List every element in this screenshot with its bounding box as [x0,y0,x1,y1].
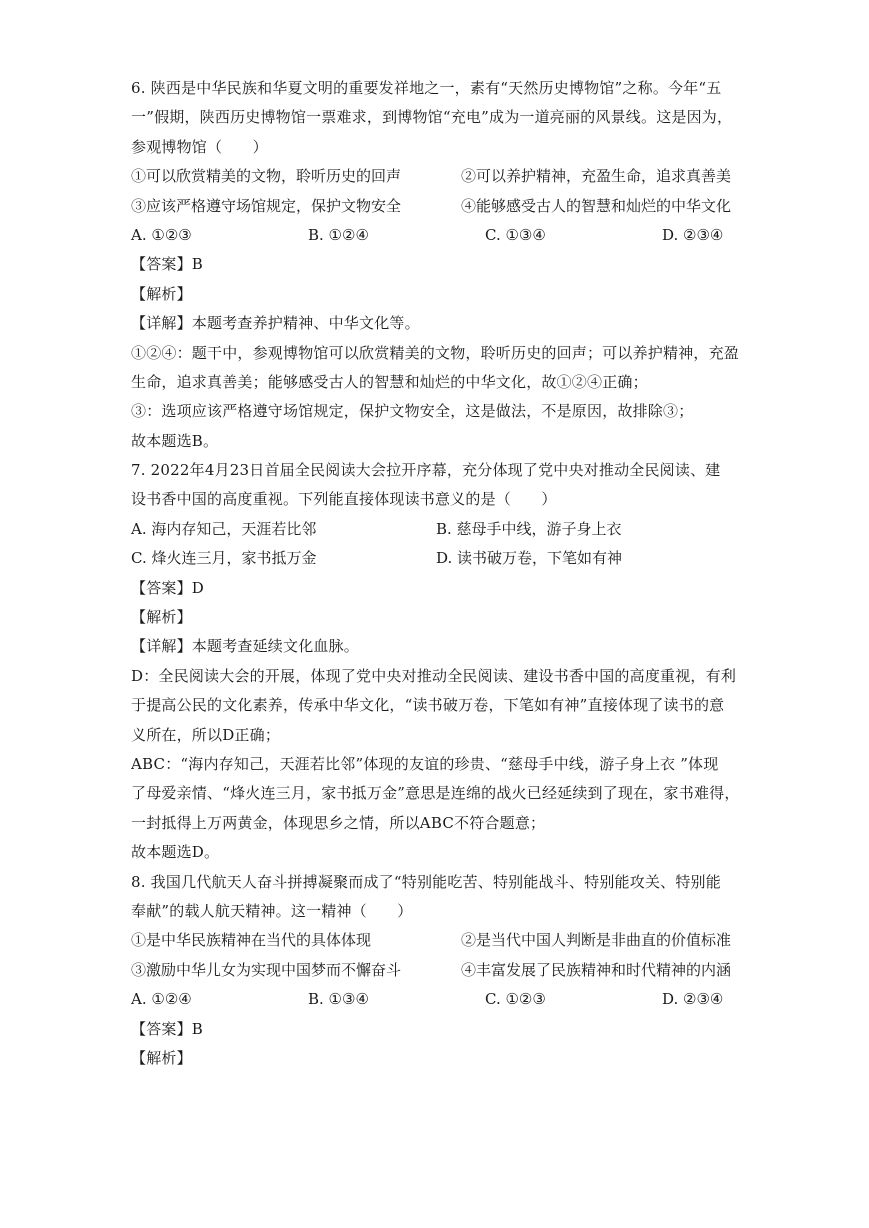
detail-line: 故本题选B。 [131,431,219,450]
option-a: A. ①②④ [131,990,192,1009]
question-stem-line: 6. 陕西是中华民族和华夏文明的重要发祥地之一，素有“天然历史博物馆”之称。今年“五 [131,79,722,97]
statement-row [131,192,741,221]
options-row [131,985,741,1014]
option-c: C. ①③④ [485,225,546,244]
question-stem-line: 奉献”的载人航天精神。这一精神（ ） [131,901,413,920]
option-a: A. 海内存知己，天涯若比邻 [131,519,317,538]
detail-line: 【详解】本题考查养护精神、中华文化等。 [131,314,420,333]
option-b: B. ①②④ [308,225,369,244]
question-stem-line: 一”假期，陕西历史博物馆一票难求，到博物馆“充电”成为一道亮丽的风景线。这是因为， [131,108,733,127]
detail-line: 生命，追求真善美；能够感受古人的智慧和灿烂的中华文化，故①②④正确； [131,372,648,391]
statement-2: ②可以养护精神，充盈生命，追求真善美 [461,167,732,186]
detail-line: D：全民阅读大会的开展，体现了党中央对推动全民阅读、建设书香中国的高度重视，有利 [131,666,737,685]
statement-4: ④能够感受古人的智慧和灿烂的中华文化 [461,196,732,215]
options-row [131,221,741,250]
question-8 [131,868,741,1074]
detail-line: ①②④：题干中，参观博物馆可以欣赏精美的文物，聆听历史的回声；可以养护精神，充盈 [131,343,740,362]
question-7 [131,456,741,867]
analysis-heading: 【解析】 [131,284,192,303]
question-stem-line: 参观博物馆（ ） [131,137,268,156]
options-row [131,515,741,544]
statement-row [131,956,741,985]
statement-row [131,162,741,191]
detail-line: 了母爱亲情、“烽火连三月，家书抵万金”意思是连绵的战火已经延续到了现在，家书难得， [131,784,740,803]
options-row [131,544,741,573]
option-d: D. ②③④ [662,225,724,244]
detail-line: 义所在，所以D正确； [131,725,281,744]
question-stem-line: 7. 2022年4月23日首届全民阅读大会拉开序幕，充分体现了党中央对推动全民阅读、建 [131,461,721,480]
answer-line: 【答案】B [131,1019,204,1038]
option-d: D. ②③④ [662,990,724,1009]
detail-line: 【详解】本题考查延续文化血脉。 [131,637,360,656]
detail-line: 一封抵得上万两黄金，体现思乡之情，所以ABC不符合题意； [131,813,546,832]
option-c: C. 烽火连三月，家书抵万金 [131,549,317,568]
document-page [131,74,741,1073]
analysis-heading: 【解析】 [131,1048,192,1067]
statement-1: ①是中华民族精神在当代的具体体现 [131,931,372,950]
option-c: C. ①②③ [485,990,546,1009]
question-6 [131,74,741,456]
statement-row [131,926,741,955]
option-b: B. 慈母手中线，游子身上衣 [436,519,622,538]
answer-line: 【答案】D [131,578,205,597]
statement-2: ②是当代中国人判断是非曲直的价值标准 [461,931,732,950]
question-stem-line: 8. 我国几代航天人奋斗拼搏凝聚而成了“特别能吃苦、特别能战斗、特别能攻关、特别能 [131,872,721,891]
detail-line: 故本题选D。 [131,843,220,862]
option-a: A. ①②③ [131,225,192,244]
option-b: B. ①③④ [308,990,369,1009]
detail-line: 于提高公民的文化素养，传承中华文化，“读书破万卷，下笔如有神”直接体现了读书的意 [131,696,725,715]
statement-3: ③应该严格遵守场馆规定，保护文物安全 [131,196,402,215]
option-d: D. 读书破万卷，下笔如有神 [436,549,623,568]
statement-1: ①可以欣赏精美的文物，聆听历史的回声 [131,167,402,186]
detail-line: ABC：“海内存知己，天涯若比邻”体现的友谊的珍贵、“慈母手中线，游子身上衣 ”体现 [131,754,719,773]
question-stem-line: 设书香中国的高度重视。下列能直接体现读书意义的是（ ） [131,490,557,509]
detail-line: ③：选项应该严格遵守场馆规定，保护文物安全，这是做法，不是原因，故排除③； [131,402,694,421]
analysis-heading: 【解析】 [131,608,192,627]
answer-line: 【答案】B [131,255,204,274]
statement-3: ③激励中华儿女为实现中国梦而不懈奋斗 [131,960,402,979]
statement-4: ④丰富发展了民族精神和时代精神的内涵 [461,960,732,979]
